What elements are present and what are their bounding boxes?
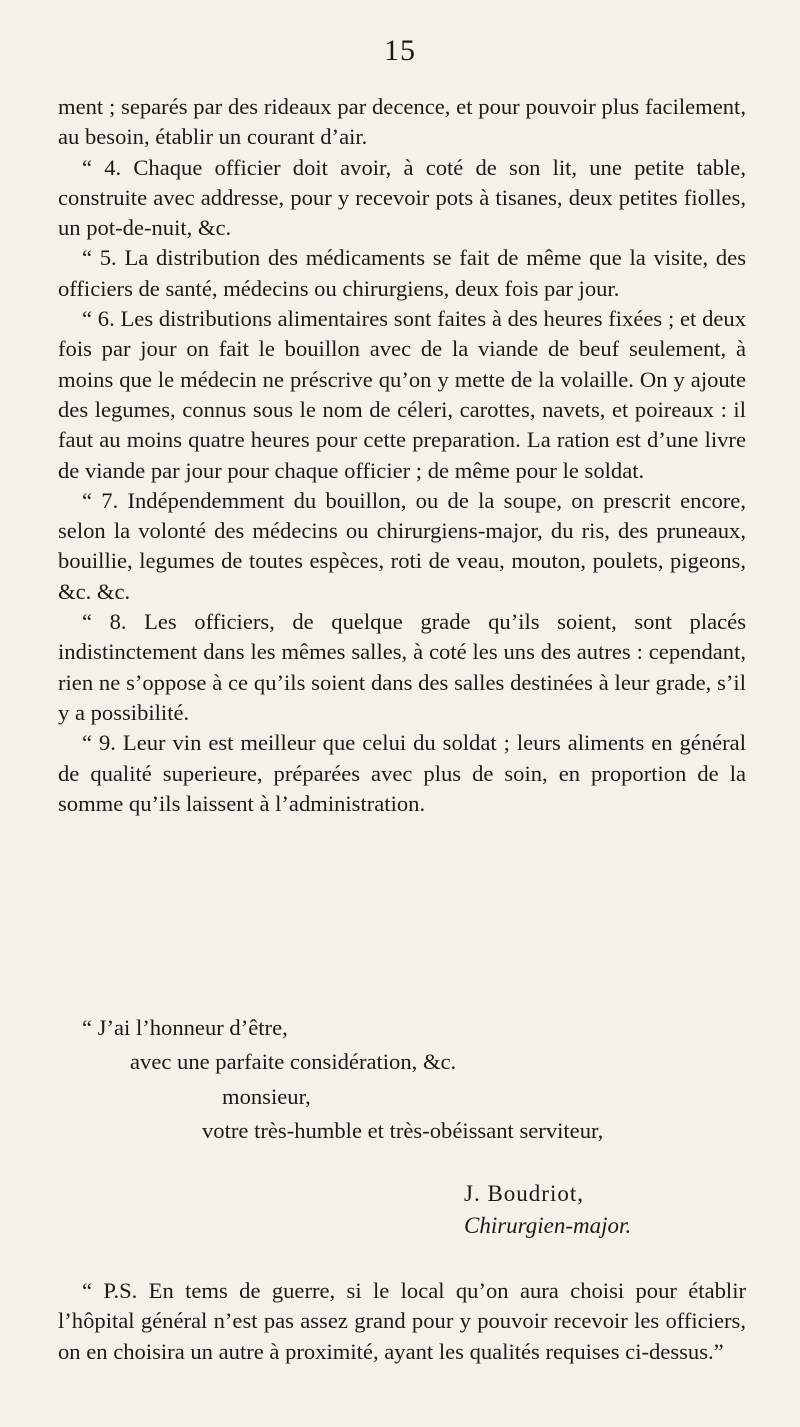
letter-closing (58, 1013, 746, 1146)
paragraph-item-8: “ 8. Les officiers, de quelque grade qu’ils soient, sont placés indistinctement dans les mêmes salles, à coté les uns des autres : cependant, rien ne s’oppose à ce qu’ils soient dans des salles destinées à leur grade, s’il y a possibilité. (58, 609, 746, 725)
closing-line-serviteur: votre très-humble et très-obéissant serviteur, (202, 1117, 604, 1143)
signature-block (464, 1178, 631, 1242)
paragraph-item-7: “ 7. Indépendemment du bouillon, ou de la soupe, on prescrit encore, selon la volonté des médecins ou chirurgiens-major, du ris, des pruneaux, bouillie, legumes de toutes espèces, roti de veau, mouton, poulets, pigeons, &c. &c. (58, 487, 746, 604)
paragraph-item-5: “ 5. La distribution des médicaments se fait de même que la visite, des officiers de santé, médecins ou chirurgiens, deux fois par jour. (58, 245, 746, 301)
postscript: “ P.S. En tems de guerre, si le local qu’on aura choisi pour établir l’hôpital général n’est pas assez grand pour y pouvoir recevoir les officiers, on en choisira un autre à proximité, ayant les qualités requises ci-dessus.” (58, 1278, 746, 1364)
signature-title: Chirurgien-major. (464, 1213, 632, 1238)
paragraph-item-6: “ 6. Les distributions alimentaires sont faites à des heures fixées ; et deux fois par jour on fait le bouillon avec de la viande de beuf seulement, à moins que le médecin ne préscrive qu’on y mette de la volaille. On y ajoute des legumes, connus sous le nom de céleri, carottes, navets, et poireaux : il faut au moins quatre heures pour cette preparation. La ration est d’une livre de viande par jour pour chaque officier ; de même pour le soldat. (58, 306, 746, 483)
closing-line-honneur: “ J’ai l’honneur d’être, (82, 1015, 288, 1040)
paragraph-item-4: “ 4. Chaque officier doit avoir, à coté de son lit, une petite table, construite avec addresse, pour y recevoir pots à tisanes, deux petites fiolles, un pot-de-nuit, &c. (58, 154, 746, 241)
page-number: 15 (384, 34, 416, 67)
letter-body (58, 92, 746, 819)
paragraph-item-9: “ 9. Leur vin est meilleur que celui du soldat ; leurs aliments en général de qualité superieure, préparées avec plus de soin, en proportion de la somme qu’ils laissent à l’administration. (58, 730, 746, 816)
paragraph-continuation: ment ; separés par des rideaux par decence, et pour pouvoir plus facilement, au besoin, établir un courant d’air. (58, 94, 746, 150)
closing-line-monsieur: monsieur, (222, 1083, 311, 1109)
closing-line-consideration: avec une parfaite considération, &c. (130, 1049, 457, 1075)
signature-name: J. Boudriot, (464, 1181, 584, 1206)
